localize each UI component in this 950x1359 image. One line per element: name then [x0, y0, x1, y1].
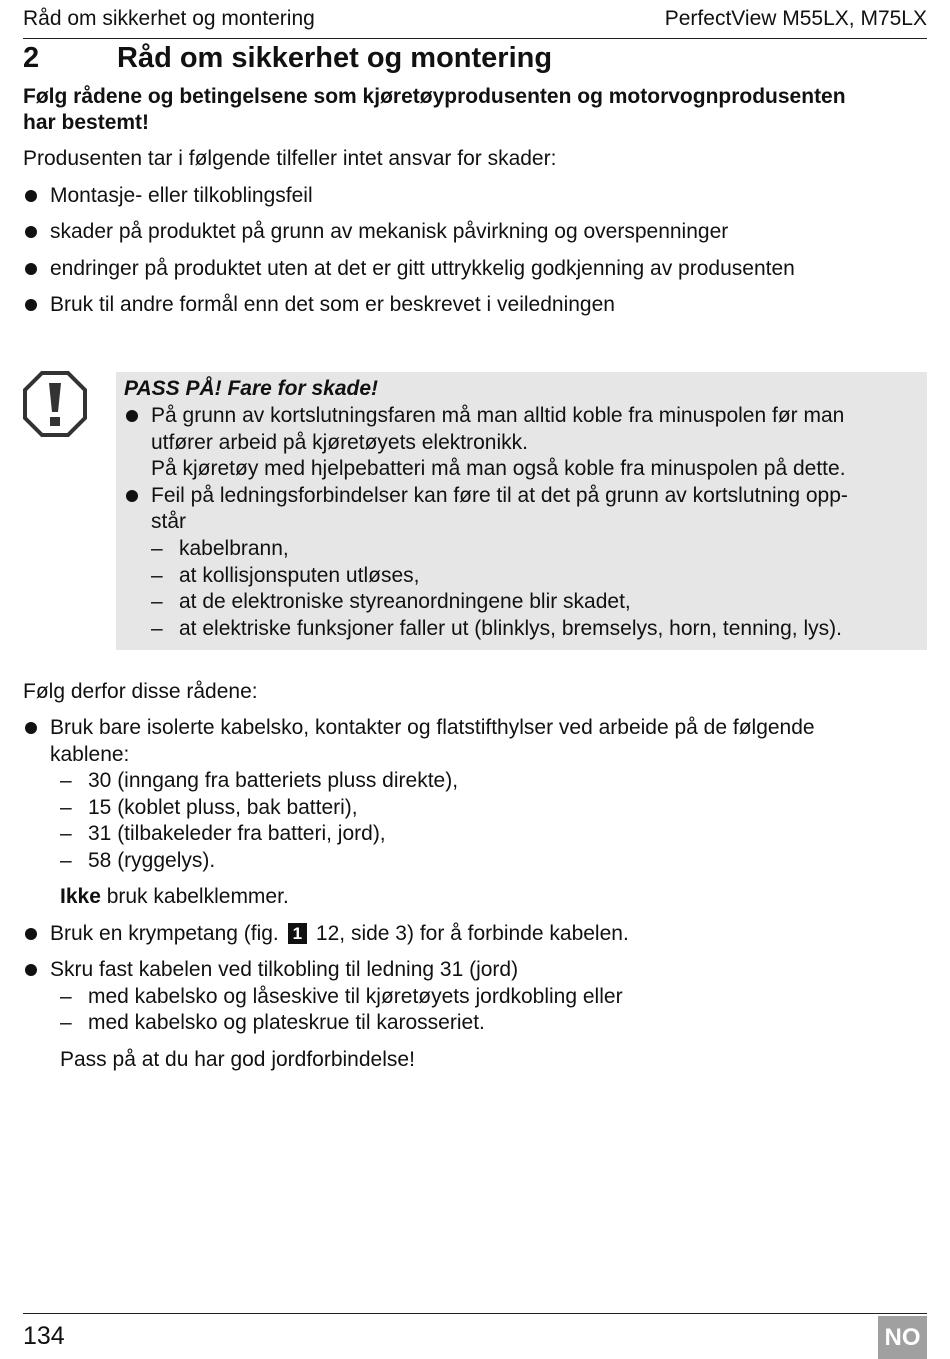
ground-option-1: med kabelsko og låseskive til kjøretøyets jordkobling eller — [88, 985, 623, 1008]
running-header-left: Råd om sikkerhet og montering — [23, 7, 315, 30]
dash-marker: – — [60, 1011, 72, 1034]
dash-marker: – — [151, 537, 163, 560]
bullet-icon — [25, 964, 37, 976]
advice-1-line-2: kablene: — [50, 743, 130, 766]
advice-2 — [50, 921, 629, 948]
footer-divider — [23, 1313, 927, 1314]
bullet-icon — [25, 263, 37, 275]
intro-bold-line-2: har bestemt! — [23, 111, 150, 134]
bullet-icon — [25, 299, 37, 311]
cable-item-15: 15 (koblet pluss, bak batteri), — [88, 796, 358, 819]
dash-marker: – — [60, 985, 72, 1008]
dash-marker: – — [60, 822, 72, 845]
warning-item-1-line-1: På grunn av kortslutningsfaren må man alltid koble fra minuspolen før man — [151, 404, 845, 427]
bullet-icon — [126, 410, 138, 422]
warning-title: PASS PÅ! Fare for skade! — [124, 377, 379, 400]
bullet-icon — [25, 226, 37, 238]
language-tab: NO — [878, 1316, 927, 1359]
intro-bold-line-1: Følg rådene og betingelsene som kjøretøyprodusenten og motorvognprodusenten — [23, 85, 846, 108]
dash-marker: – — [60, 849, 72, 872]
bullet-icon — [126, 490, 138, 502]
dash-marker: – — [60, 769, 72, 792]
advice-intro: Følg derfor disse rådene: — [23, 680, 258, 703]
warning-sub-item-2: at kollisjonsputen utløses, — [179, 564, 420, 587]
warning-item-2-line-1: Feil på ledningsforbindelser kan føre til at det på grunn av kortslutning opp- — [151, 484, 848, 507]
warning-sub-item-4: at elektriske funksjoner faller ut (blinklys, bremselys, horn, tenning, lys). — [179, 617, 842, 640]
liability-item-2: skader på produktet på grunn av mekanisk påvirkning og overspenninger — [50, 220, 729, 243]
note-rest: bruk kabelklemmer. — [100, 885, 289, 908]
dash-marker: – — [151, 564, 163, 587]
bullet-icon — [25, 928, 37, 940]
exclamation-octagon-icon — [22, 370, 88, 438]
cable-item-31: 31 (tilbakeleder fra batteri, jord), — [88, 822, 386, 845]
warning-item-2-line-2: står — [151, 510, 187, 533]
liability-intro: Produsenten tar i følgende tilfeller intet ansvar for skader: — [23, 147, 557, 170]
advice-3-note: Pass på at du har god jordforbindelse! — [60, 1048, 415, 1071]
advice-1-note — [60, 884, 289, 911]
dash-marker: – — [60, 796, 72, 819]
figure-reference-badge: 1 — [288, 923, 307, 944]
ground-option-2: med kabelsko og plateskrue til karosseriet. — [88, 1011, 485, 1034]
cable-item-30: 30 (inngang fra batteriets pluss direkte), — [88, 769, 459, 792]
warning-item-1-line-2: utfører arbeid på kjøretøyets elektronikk. — [151, 431, 528, 454]
cable-item-58: 58 (ryggelys). — [88, 849, 216, 872]
bullet-icon — [25, 190, 37, 202]
bullet-icon — [25, 722, 37, 734]
section-number: 2 — [23, 42, 40, 74]
advice-1-line-1: Bruk bare isolerte kabelsko, kontakter og flatstifthylser ved arbeide på de følgende — [50, 716, 815, 739]
page-number: 134 — [23, 1322, 65, 1350]
advice-3-line: Skru fast kabelen ved tilkobling til ledning 31 (jord) — [50, 958, 519, 981]
liability-item-4: Bruk til andre formål enn det som er beskrevet i veiledningen — [50, 293, 615, 316]
warning-item-1-line-3: På kjøretøy med hjelpebatteri må man også koble fra minuspolen på dette. — [151, 457, 846, 480]
note-emphasis: Ikke — [60, 885, 101, 908]
warning-sub-item-1: kabelbrann, — [179, 537, 289, 560]
dash-marker: – — [151, 617, 163, 640]
section-title: Råd om sikkerhet og montering — [117, 42, 553, 74]
header-divider — [23, 38, 927, 39]
liability-item-1: Montasje- eller tilkoblingsfeil — [50, 184, 313, 207]
advice-2-text-before: Bruk en krympetang (fig. — [50, 922, 279, 945]
advice-2-text-after: 12, side 3) for å forbinde kabelen. — [315, 922, 629, 945]
warning-sub-item-3: at de elektroniske styreanordningene blir skadet, — [179, 590, 631, 613]
running-header-right: PerfectView M55LX, M75LX — [664, 7, 927, 30]
liability-item-3: endringer på produktet uten at det er gitt uttrykkelig godkjenning av produsenten — [50, 257, 795, 280]
dash-marker: – — [151, 590, 163, 613]
